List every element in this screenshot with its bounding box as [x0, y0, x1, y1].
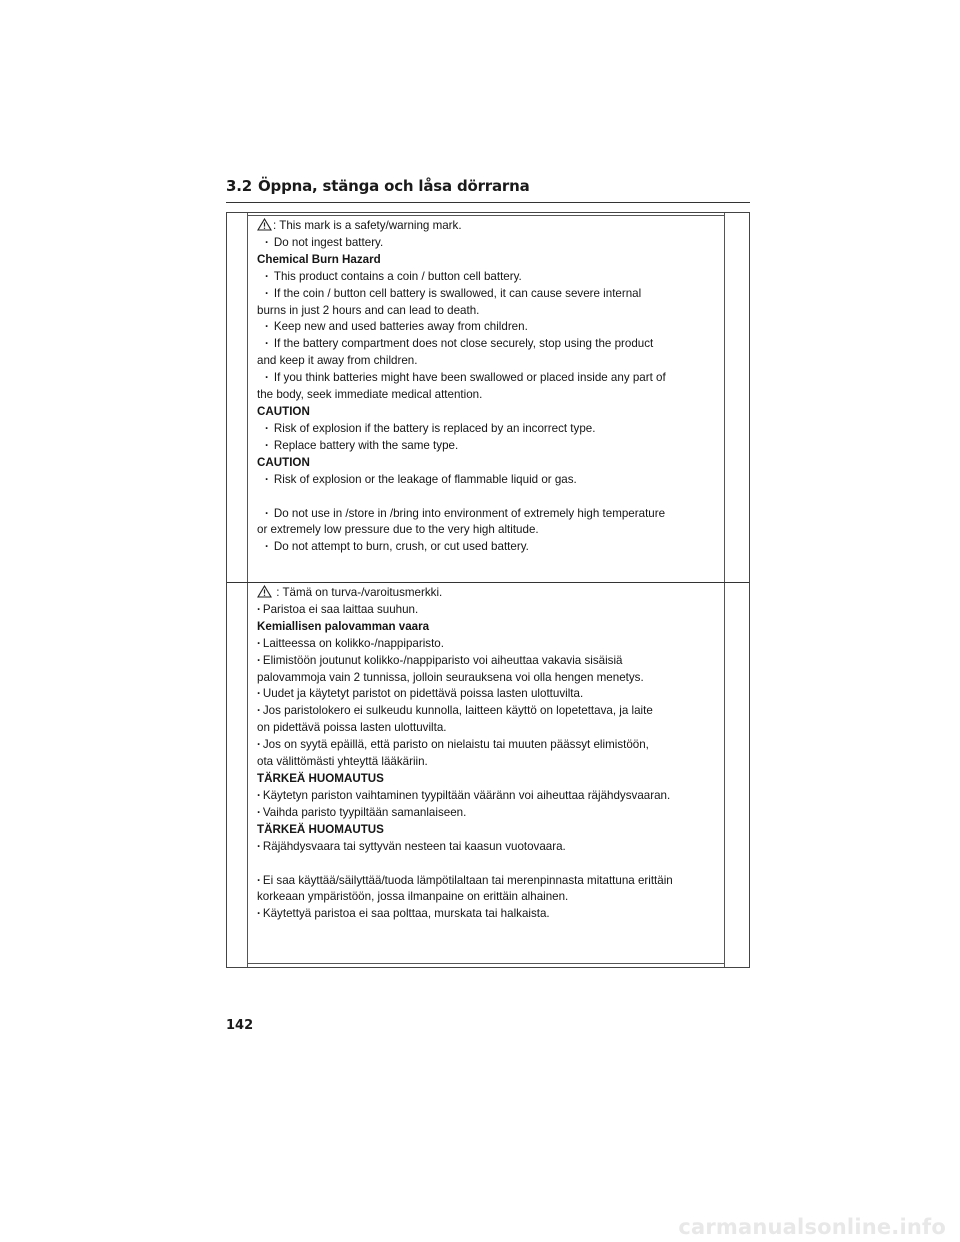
bullet-item-text: Jos on syytä epäillä, että paristo on nielaistu tai muuten päässyt elimistöön,: [262, 738, 649, 752]
bullet-item-text: Käytetyn pariston vaihtaminen tyypiltään vääränn voi aiheuttaa räjähdysvaaran.: [262, 788, 671, 802]
bullet-continuation: [257, 720, 709, 737]
notice-heading-text: TÄRKEÄ HUOMAUTUS: [257, 771, 384, 785]
bullet-item: [257, 235, 709, 252]
bullet-continuation: [257, 670, 709, 687]
bullet-item-text: Räjähdysvaara tai syttyvän nesteen tai kaasun vuotovaara.: [262, 839, 566, 853]
notice-heading: [257, 771, 709, 788]
bullet-item-text: Keep new and used batteries away from children.: [273, 320, 528, 334]
bullet-item: [257, 839, 709, 856]
page-number: 142: [226, 1018, 254, 1033]
notice-heading-text: TÄRKEÄ HUOMAUTUS: [257, 822, 384, 836]
bullet-item: [257, 336, 709, 353]
bullet-item-text: Do not attempt to burn, crush, or cut used battery.: [273, 540, 529, 554]
notice-heading: [257, 455, 709, 472]
bullet-item-text: Do not use in /store in /bring into environment of extremely high temperature: [273, 506, 666, 520]
notice-heading: [257, 404, 709, 421]
frame-top-line: [247, 215, 725, 216]
bullet-continuation: [257, 522, 709, 539]
bullet-item-text: Risk of explosion if the battery is replaced by an incorrect type.: [273, 421, 596, 435]
bullet-item-text: Paristoa ei saa laittaa suuhun.: [262, 602, 419, 616]
bullet-item-text: Jos paristolokero ei sulkeudu kunnolla, laitteen käyttö on lopetettava, ja laite: [262, 704, 653, 718]
notice-heading: [257, 252, 709, 269]
bullet-item-text: Do not ingest battery.: [273, 235, 384, 249]
bullet-item: [257, 438, 709, 455]
bullet-item-text: Replace battery with the same type.: [273, 438, 459, 452]
warning-mark-line: [257, 218, 709, 235]
bullet-continuation: [257, 387, 709, 404]
notice-finnish: [257, 585, 709, 923]
bullet-item-text: Laitteessa on kolikko-/nappiparisto.: [262, 636, 444, 650]
bullet-continuation-text: and keep it away from children.: [257, 354, 418, 368]
frame-bottom-line: [247, 963, 725, 964]
warning-mark-line: [257, 585, 709, 602]
notice-heading-text: Kemiallisen palovamman vaara: [257, 619, 430, 633]
section-title: [226, 177, 530, 195]
bullet-item: [257, 370, 709, 387]
notice-heading-text: CAUTION: [257, 455, 310, 469]
bullet-continuation-text: the body, seek immediate medical attention.: [257, 388, 483, 402]
warning-triangle-icon: [257, 585, 272, 598]
bullet-item: [257, 286, 709, 303]
warning-mark-text: : This mark is a safety/warning mark.: [273, 219, 462, 232]
bullet-continuation-text: or extremely low pressure due to the very high altitude.: [257, 523, 539, 537]
notice-heading: [257, 619, 709, 636]
bullet-continuation-text: korkeaan ympäristöön, jossa ilmanpaine on erittäin alhainen.: [257, 890, 569, 904]
bullet-item-text: Käytettyä paristoa ei saa polttaa, murskata tai halkaista.: [262, 907, 550, 921]
bullet-item: [257, 421, 709, 438]
bullet-item: [257, 269, 709, 286]
bullet-item-text: This product contains a coin / button cell battery.: [273, 269, 522, 283]
warning-triangle-icon: [257, 218, 272, 231]
bullet-item: [257, 737, 709, 754]
notice-heading-text: Chemical Burn Hazard: [257, 252, 381, 266]
battery-safety-notice: [226, 212, 750, 968]
language-divider-line: [227, 582, 749, 583]
bullet-item-text: Uudet ja käytetyt paristot on pidettävä poissa lasten ulottuvilta.: [262, 687, 584, 701]
bullet-item-text: Elimistöön joutunut kolikko-/nappiparisto voi aiheuttaa vakavia sisäisiä: [262, 653, 623, 667]
bullet-continuation-text: ota välittömästi yhteyttä lääkäriin.: [257, 755, 428, 769]
section-number: 3.2: [226, 177, 252, 195]
bullet-item: [257, 602, 709, 619]
bullet-item: [257, 788, 709, 805]
bullet-continuation: [257, 353, 709, 370]
bullet-item-text: Ei saa käyttää/säilyttää/tuoda lämpötilaltaan tai merenpinnasta mitattuna erittäin: [262, 873, 673, 887]
bullet-item-text: If the battery compartment does not close securely, stop using the product: [273, 337, 654, 351]
bullet-item: [257, 805, 709, 822]
bullet-item-text: If the coin / button cell battery is swallowed, it can cause severe internal: [273, 286, 642, 300]
bullet-item-text: Risk of explosion or the leakage of flammable liquid or gas.: [273, 472, 577, 486]
section-header: [226, 176, 750, 203]
bullet-continuation-text: palovammoja vain 2 tunnissa, jolloin seurauksena voi olla hengen menetys.: [257, 670, 644, 684]
bullet-item: [257, 539, 709, 556]
warning-mark-text: : Tämä on turva-/varoitusmerkki.: [273, 586, 443, 599]
bullet-item: [257, 636, 709, 653]
notice-heading: [257, 822, 709, 839]
notice-heading-text: CAUTION: [257, 404, 310, 418]
bullet-item: [257, 653, 709, 670]
bullet-continuation-text: burns in just 2 hours and can lead to death.: [257, 303, 480, 317]
bullet-item: [257, 906, 709, 923]
bullet-item: [257, 686, 709, 703]
bullet-continuation: [257, 303, 709, 320]
bullet-item-text: Vaihda paristo tyypiltään samanlaiseen.: [262, 805, 467, 819]
watermark: carmanualsonline.info: [540, 1212, 960, 1242]
paragraph-gap: [257, 489, 709, 506]
section-title-text: Öppna, stänga och låsa dörrarna: [257, 177, 530, 195]
bullet-item: [257, 703, 709, 720]
bullet-item: [257, 506, 709, 523]
bullet-continuation-text: on pidettävä poissa lasten ulottuvilta.: [257, 721, 447, 735]
bullet-item: [257, 873, 709, 890]
bullet-item: [257, 319, 709, 336]
paragraph-gap: [257, 856, 709, 873]
bullet-item: [257, 472, 709, 489]
bullet-item-text: If you think batteries might have been swallowed or placed inside any part of: [273, 371, 666, 385]
bullet-continuation: [257, 754, 709, 771]
bullet-continuation: [257, 889, 709, 906]
notice-english: [257, 218, 709, 556]
